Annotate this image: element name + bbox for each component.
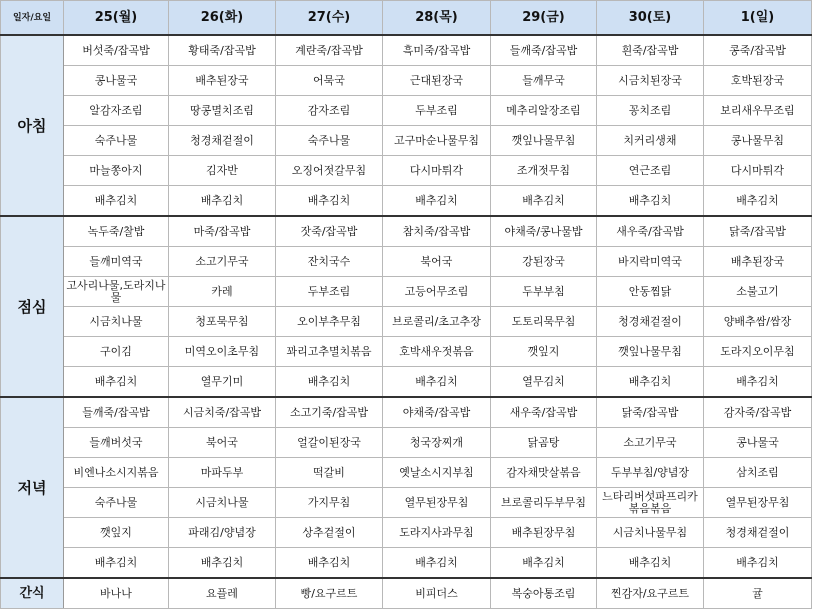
menu-item-cell: 닭곰탕	[491, 428, 597, 458]
menu-item-cell: 배추김치	[597, 548, 704, 579]
day-header-5: 29(금)	[491, 1, 597, 36]
menu-item-cell: 배추김치	[276, 367, 383, 398]
menu-item-cell: 들깨미역국	[64, 247, 169, 277]
menu-item-cell: 다시마튀각	[704, 156, 812, 186]
menu-item-cell: 잣죽/잡곡밥	[276, 216, 383, 247]
meal-row	[1, 156, 812, 186]
menu-item-cell: 소고기무국	[169, 247, 276, 277]
menu-item-cell: 호박새우젓볶음	[383, 337, 491, 367]
menu-item-cell: 미역오이초무침	[169, 337, 276, 367]
meal-row	[1, 337, 812, 367]
menu-item-cell: 소고기죽/잡곡밥	[276, 397, 383, 428]
menu-item-cell: 닭죽/잡곡밥	[597, 397, 704, 428]
menu-item-cell: 꽈리고추멸치볶음	[276, 337, 383, 367]
menu-item-cell: 꽁치조림	[597, 96, 704, 126]
menu-item-cell: 들깨버섯국	[64, 428, 169, 458]
menu-item-cell: 호박된장국	[704, 66, 812, 96]
menu-item-cell: 감자죽/잡곡밥	[704, 397, 812, 428]
menu-item-cell: 시금치나물	[169, 488, 276, 518]
menu-item-cell: 들깨무국	[491, 66, 597, 96]
menu-item-cell: 새우죽/잡곡밥	[491, 397, 597, 428]
snack-item-cell: 복숭아통조림	[491, 578, 597, 609]
menu-item-cell: 배추김치	[704, 367, 812, 398]
menu-item-cell: 청포묵무침	[169, 307, 276, 337]
menu-item-cell: 녹두죽/찰밥	[64, 216, 169, 247]
menu-item-cell: 배추김치	[491, 548, 597, 579]
menu-item-cell: 두부부침/양념장	[597, 458, 704, 488]
menu-item-cell: 흑미죽/잡곡밥	[383, 35, 491, 66]
menu-item-cell: 들깨죽/잡곡밥	[64, 397, 169, 428]
meal-row	[1, 277, 812, 307]
menu-item-cell: 콩나물무침	[704, 126, 812, 156]
menu-item-cell: 참치죽/잡곡밥	[383, 216, 491, 247]
menu-item-cell: 배추김치	[597, 186, 704, 217]
meal-row	[1, 488, 812, 518]
snack-item-cell: 요플레	[169, 578, 276, 609]
menu-item-cell: 배추김치	[64, 367, 169, 398]
meal-row	[1, 367, 812, 398]
menu-item-cell: 깻잎지	[491, 337, 597, 367]
meal-row	[1, 35, 812, 66]
day-header-6: 30(토)	[597, 1, 704, 36]
menu-item-cell: 안동찜닭	[597, 277, 704, 307]
menu-item-cell: 들깨죽/잡곡밥	[491, 35, 597, 66]
menu-item-cell: 두부조림	[383, 96, 491, 126]
menu-item-cell: 숙주나물	[276, 126, 383, 156]
meal-row	[1, 397, 812, 428]
menu-item-cell: 배추김치	[64, 186, 169, 217]
menu-item-cell: 시금치된장국	[597, 66, 704, 96]
menu-item-cell: 연근조림	[597, 156, 704, 186]
menu-item-cell: 어묵국	[276, 66, 383, 96]
menu-item-cell: 근대된장국	[383, 66, 491, 96]
menu-item-cell: 열무기미	[169, 367, 276, 398]
menu-item-cell: 콩나물국	[64, 66, 169, 96]
snack-item-cell: 찐감자/요구르트	[597, 578, 704, 609]
meal-row	[1, 66, 812, 96]
snack-row	[1, 578, 812, 609]
menu-item-cell: 깻잎지	[64, 518, 169, 548]
menu-item-cell: 브로콜리두부무침	[491, 488, 597, 518]
meal-row	[1, 96, 812, 126]
menu-item-cell: 북어국	[383, 247, 491, 277]
menu-item-cell: 도라지오이무침	[704, 337, 812, 367]
menu-item-cell: 시금치죽/잡곡밥	[169, 397, 276, 428]
menu-item-cell: 마죽/잡곡밥	[169, 216, 276, 247]
menu-item-cell: 숙주나물	[64, 126, 169, 156]
menu-item-cell: 콩나물국	[704, 428, 812, 458]
menu-item-cell: 고등어무조림	[383, 277, 491, 307]
day-header-3: 27(수)	[276, 1, 383, 36]
menu-item-cell: 감자채맛살볶음	[491, 458, 597, 488]
menu-item-cell: 잔치국수	[276, 247, 383, 277]
menu-item-cell: 두부조림	[276, 277, 383, 307]
menu-item-cell: 새우죽/잡곡밥	[597, 216, 704, 247]
meal-row	[1, 458, 812, 488]
menu-item-cell: 삼치조림	[704, 458, 812, 488]
menu-item-cell: 배추김치	[276, 548, 383, 579]
menu-item-cell: 배추김치	[64, 548, 169, 579]
meal-row	[1, 186, 812, 217]
meal-row	[1, 518, 812, 548]
snack-item-cell: 바나나	[64, 578, 169, 609]
menu-item-cell: 배추김치	[704, 186, 812, 217]
menu-item-cell: 깻잎나물무침	[491, 126, 597, 156]
day-header-1: 25(월)	[64, 1, 169, 36]
date-weekday-corner-header: 일자/요일	[1, 1, 64, 36]
menu-item-cell: 마파두부	[169, 458, 276, 488]
menu-item-cell: 청경채겉절이	[704, 518, 812, 548]
day-header-4: 28(목)	[383, 1, 491, 36]
menu-item-cell: 황태죽/잡곡밥	[169, 35, 276, 66]
menu-item-cell: 카레	[169, 277, 276, 307]
meal-label-snack: 간식	[1, 578, 64, 609]
menu-item-cell: 배추된장무침	[491, 518, 597, 548]
menu-item-cell: 보리새우무조림	[704, 96, 812, 126]
menu-item-cell: 얼갈이된장국	[276, 428, 383, 458]
menu-item-cell: 배추김치	[704, 548, 812, 579]
menu-item-cell: 깻잎나물무침	[597, 337, 704, 367]
menu-item-cell: 배추된장국	[169, 66, 276, 96]
menu-item-cell: 메추리알장조림	[491, 96, 597, 126]
menu-item-cell: 떡갈비	[276, 458, 383, 488]
menu-item-cell: 느타리버섯파프리카볶음볶음	[597, 488, 704, 518]
meal-row	[1, 216, 812, 247]
meal-row	[1, 247, 812, 277]
meal-row	[1, 428, 812, 458]
menu-item-cell: 시금치나물	[64, 307, 169, 337]
menu-item-cell: 치커리생채	[597, 126, 704, 156]
menu-item-cell: 숙주나물	[64, 488, 169, 518]
menu-item-cell: 오이부추무침	[276, 307, 383, 337]
meal-table-body	[1, 35, 812, 609]
meal-row	[1, 548, 812, 579]
menu-item-cell: 상추겉절이	[276, 518, 383, 548]
menu-item-cell: 바지락미역국	[597, 247, 704, 277]
menu-item-cell: 배추된장국	[704, 247, 812, 277]
menu-item-cell: 배추김치	[169, 186, 276, 217]
menu-item-cell: 열무김치	[491, 367, 597, 398]
menu-item-cell: 배추김치	[383, 548, 491, 579]
menu-item-cell: 흰죽/잡곡밥	[597, 35, 704, 66]
menu-item-cell: 옛날소시지부침	[383, 458, 491, 488]
menu-item-cell: 도토리묵무침	[491, 307, 597, 337]
menu-item-cell: 야채죽/잡곡밥	[383, 397, 491, 428]
day-header-7: 1(일)	[704, 1, 812, 36]
menu-item-cell: 소불고기	[704, 277, 812, 307]
menu-item-cell: 땅콩멸치조림	[169, 96, 276, 126]
menu-item-cell: 오징어젓갈무침	[276, 156, 383, 186]
menu-item-cell: 소고기무국	[597, 428, 704, 458]
menu-item-cell: 브로콜리/초고추장	[383, 307, 491, 337]
menu-item-cell: 버섯죽/잡곡밥	[64, 35, 169, 66]
menu-item-cell: 청국장찌개	[383, 428, 491, 458]
menu-item-cell: 알감자조림	[64, 96, 169, 126]
menu-item-cell: 배추김치	[169, 548, 276, 579]
menu-item-cell: 열무된장무침	[383, 488, 491, 518]
menu-item-cell: 배추김치	[383, 186, 491, 217]
meal-label-dinner: 저녁	[1, 397, 64, 578]
menu-item-cell: 구이김	[64, 337, 169, 367]
menu-item-cell: 다시마튀각	[383, 156, 491, 186]
menu-item-cell: 강된장국	[491, 247, 597, 277]
menu-item-cell: 고사리나물,도라지나물	[64, 277, 169, 307]
meal-label-lunch: 점심	[1, 216, 64, 397]
menu-item-cell: 야채죽/콩나물밥	[491, 216, 597, 247]
snack-item-cell: 빵/요구르트	[276, 578, 383, 609]
menu-item-cell: 양배추쌈/쌈장	[704, 307, 812, 337]
menu-item-cell: 고구마순나물무침	[383, 126, 491, 156]
meal-row	[1, 307, 812, 337]
menu-item-cell: 마늘쫑아지	[64, 156, 169, 186]
menu-item-cell: 북어국	[169, 428, 276, 458]
meal-label-breakfast: 아침	[1, 35, 64, 216]
menu-item-cell: 감자조림	[276, 96, 383, 126]
menu-item-cell: 도라지사과무침	[383, 518, 491, 548]
day-header-2: 26(화)	[169, 1, 276, 36]
menu-item-cell: 콩죽/잡곡밥	[704, 35, 812, 66]
meal-row	[1, 126, 812, 156]
menu-item-cell: 닭죽/잡곡밥	[704, 216, 812, 247]
menu-item-cell: 조개젓무침	[491, 156, 597, 186]
menu-item-cell: 청경채겉절이	[597, 307, 704, 337]
menu-item-cell: 배추김치	[597, 367, 704, 398]
menu-item-cell: 가지무침	[276, 488, 383, 518]
menu-item-cell: 열무된장무침	[704, 488, 812, 518]
menu-item-cell: 파래김/양념장	[169, 518, 276, 548]
menu-item-cell: 김자반	[169, 156, 276, 186]
menu-item-cell: 계란죽/잡곡밥	[276, 35, 383, 66]
header-row	[1, 1, 812, 36]
menu-item-cell: 배추김치	[276, 186, 383, 217]
menu-item-cell: 비엔나소시지볶음	[64, 458, 169, 488]
snack-item-cell: 비피더스	[383, 578, 491, 609]
menu-item-cell: 청경채겉절이	[169, 126, 276, 156]
menu-item-cell: 두부부침	[491, 277, 597, 307]
snack-item-cell: 귤	[704, 578, 812, 609]
menu-item-cell: 시금치나물무침	[597, 518, 704, 548]
menu-item-cell: 배추김치	[383, 367, 491, 398]
menu-item-cell: 배추김치	[491, 186, 597, 217]
